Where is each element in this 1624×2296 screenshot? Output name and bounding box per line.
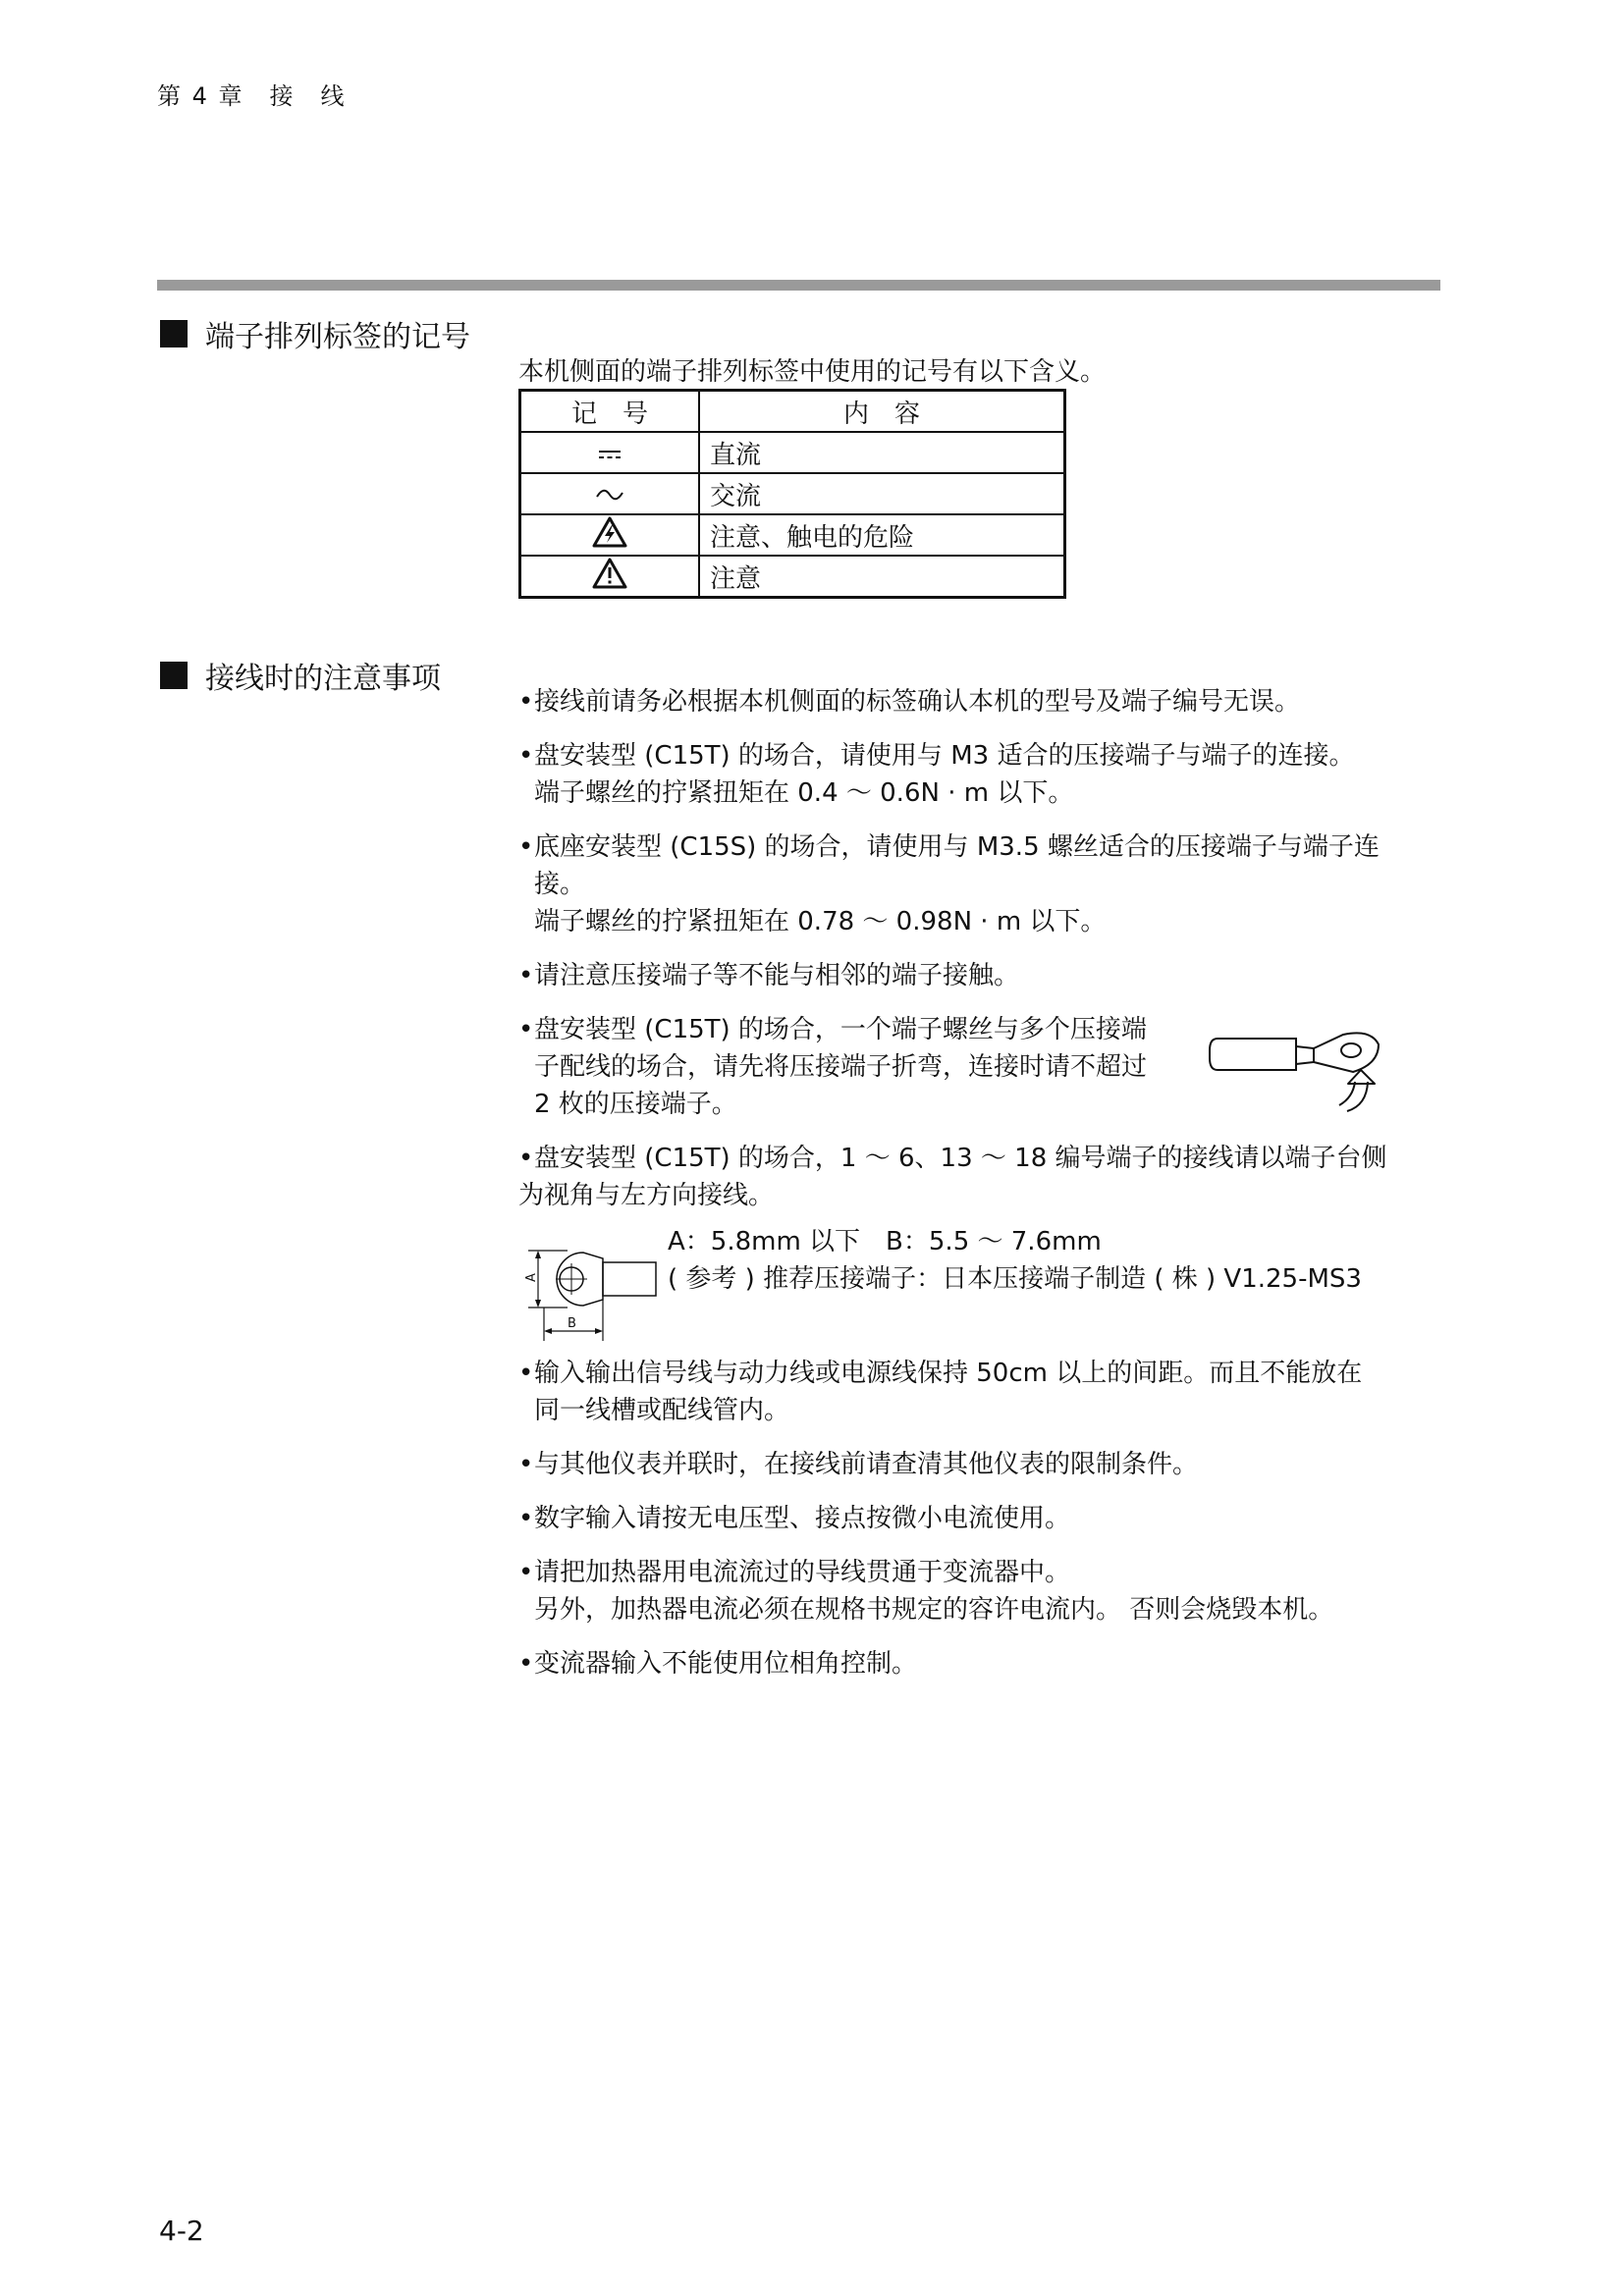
dc-symbol-icon [598, 449, 622, 460]
table-row [520, 556, 1065, 598]
meaning-cell: 交流 [699, 473, 1065, 514]
list-item: • 底座安装型 (C15S) 的场合，请使用与 M3.5 螺丝适合的压接端子与端子连 接。 端子螺丝的拧紧扭矩在 0.78 ～ 0.98N · m 以下。 [518, 828, 1451, 940]
list-item: • 数字输入请按无电压型、接点按微小电流使用。 [518, 1500, 1451, 1537]
meaning-cell: 直流 [699, 432, 1065, 473]
ac-symbol-icon [595, 488, 624, 502]
square-bullet-icon [160, 662, 188, 689]
symbol-table [518, 389, 1066, 599]
table-row [520, 514, 1065, 556]
crimp-terminal-spec [518, 1227, 1451, 1341]
header-meaning: 内 容 [699, 391, 1065, 433]
section-title-text: 端子排列标签的记号 [205, 320, 470, 354]
table-row [520, 473, 1065, 514]
section-title-wiring-notes [160, 654, 441, 697]
list-item: • 盘安装型 (C15T) 的场合，请使用与 M3 适合的压接端子与端子的连接。 端子螺丝的拧紧扭矩在 0.4 ～ 0.6N · m 以下。 [518, 737, 1451, 812]
section-divider [157, 280, 1440, 291]
section-title-symbols [160, 312, 470, 355]
shock-hazard-icon [592, 516, 627, 548]
svg-text:A: A [524, 1273, 539, 1282]
symbol-cell [520, 514, 700, 556]
wiring-notes-list [518, 683, 1451, 1699]
list-item: • 接线前请务必根据本机侧面的标签确认本机的型号及端子编号无误。 [518, 683, 1451, 721]
chapter-header: 第 4 章 接 线 [157, 82, 347, 110]
caution-icon [592, 558, 627, 589]
symbol-cell [520, 556, 700, 598]
table-row [520, 432, 1065, 473]
section-title-text: 接线时的注意事项 [205, 662, 441, 696]
list-item: • 盘安装型 (C15T) 的场合，一个端子螺丝与多个压接端 子配线的场合，请先将压接端子折弯，连接时请不超过 2 枚的压接端子。 [518, 1011, 1451, 1123]
svg-text:B: B [568, 1316, 576, 1331]
meaning-cell: 注意 [699, 556, 1065, 598]
page-number: 4-2 [159, 2215, 204, 2247]
list-item: • 请注意压接端子等不能与相邻的端子接触。 [518, 957, 1451, 994]
list-item: • 输入输出信号线与动力线或电源线保持 50cm 以上的间距。而且不能放在 同一线槽或配线管内。 [518, 1355, 1451, 1429]
table-header-row [520, 391, 1065, 433]
symbol-cell [520, 432, 700, 473]
list-item: • 请把加热器用电流流过的导线贯通于变流器中。 另外，加热器电流必须在规格书规定的容许电流内。 否则会烧毁本机。 [518, 1554, 1451, 1629]
crimp-reference: ( 参考 ) 推荐压接端子：日本压接端子制造 ( 株 ) V1.25-MS3 [668, 1264, 1362, 1294]
list-item: • 盘安装型 (C15T) 的场合，1 ～ 6、13 ～ 18 编号端子的接线请以端子台侧 为视角与左方向接线。 [518, 1140, 1451, 1214]
symbol-cell [520, 473, 700, 514]
bent-crimp-terminal-icon [1206, 1025, 1392, 1113]
header-symbol: 记 号 [520, 391, 700, 433]
list-item: • 变流器输入不能使用位相角控制。 [518, 1645, 1451, 1682]
list-item: • 与其他仪表并联时，在接线前请查清其他仪表的限制条件。 [518, 1446, 1451, 1483]
symbols-intro: 本机侧面的端子排列标签中使用的记号有以下含义。 [518, 357, 1107, 387]
crimp-dimensions: A：5.8mm 以下 B：5.5 ～ 7.6mm [668, 1227, 1102, 1256]
square-bullet-icon [160, 320, 188, 347]
meaning-cell: 注意、触电的危险 [699, 514, 1065, 556]
crimp-terminal-dimension-icon [522, 1231, 660, 1341]
